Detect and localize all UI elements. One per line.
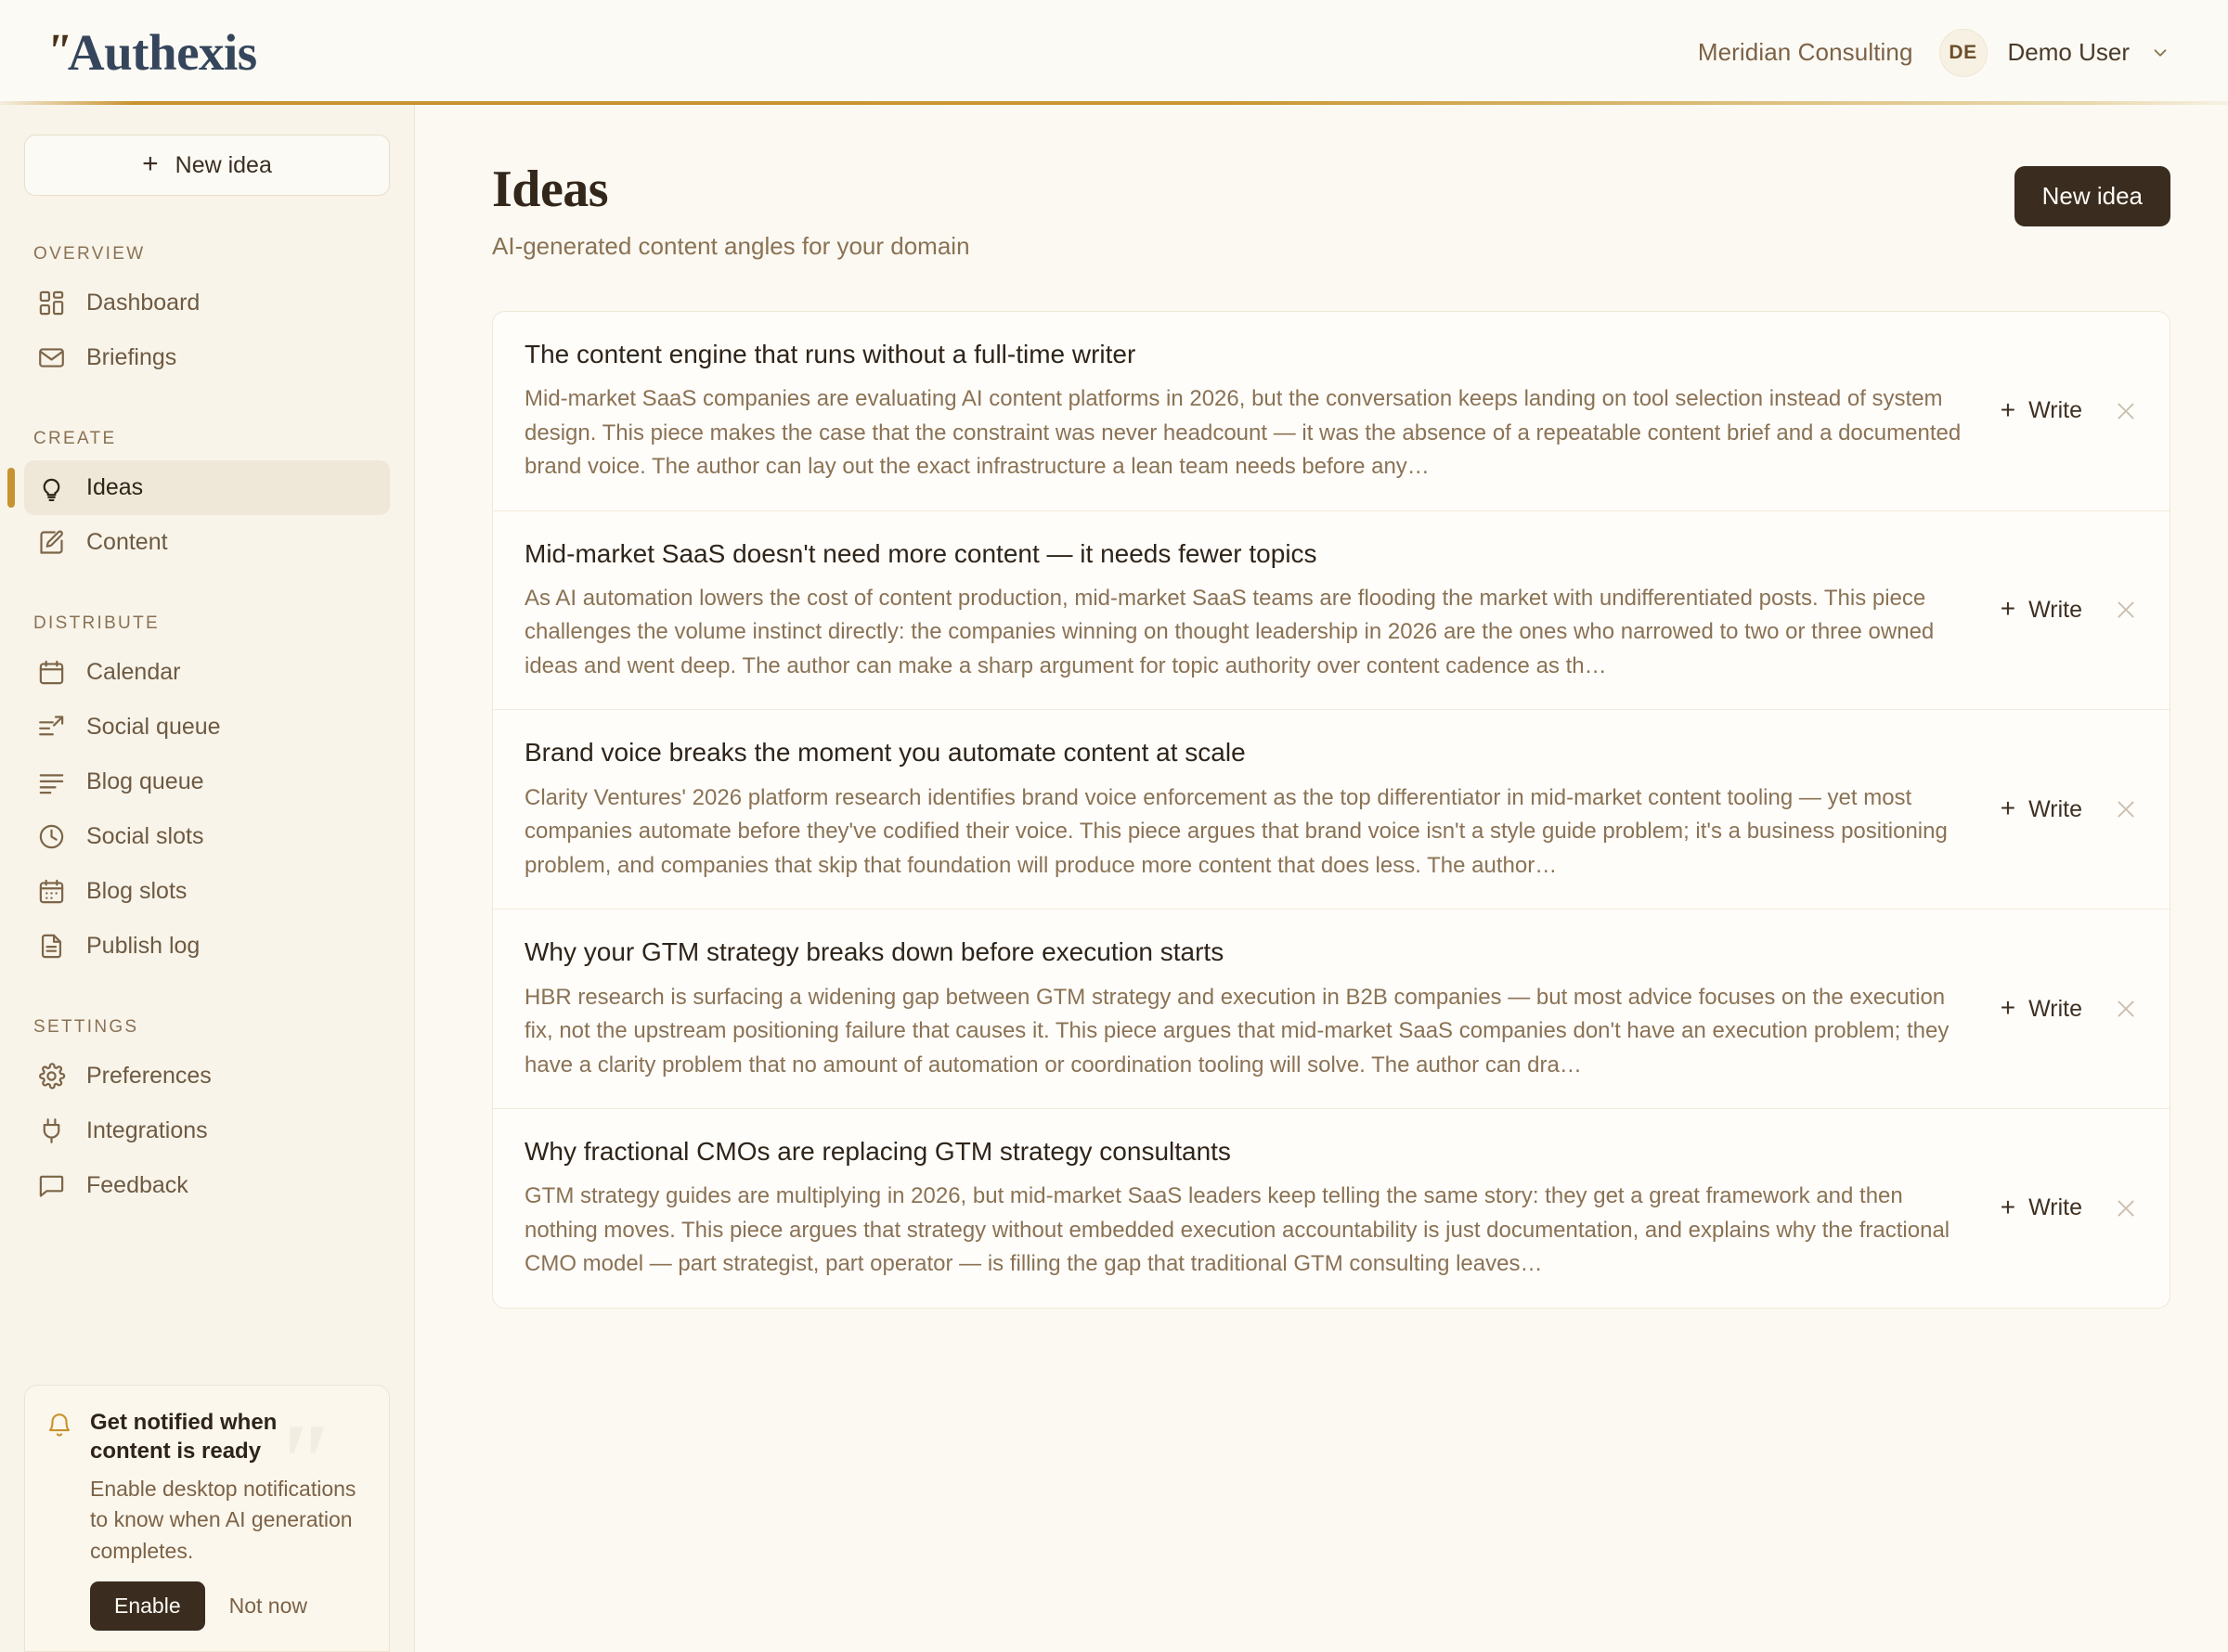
pencil-square-icon [37, 528, 66, 557]
nav-section-overview-label: OVERVIEW [33, 244, 146, 264]
notification-body: Enable desktop notifications to know when AI generation completes. [90, 1476, 356, 1563]
envelope-icon [37, 343, 66, 372]
idea-row[interactable] [493, 312, 2170, 511]
list-lines-icon [37, 768, 66, 796]
plus-icon: + [2000, 394, 2016, 424]
sidebar-item-label: Blog queue [86, 768, 204, 794]
logo-text: Authexis [67, 24, 257, 81]
page-title: Ideas [492, 161, 609, 218]
main-content [415, 105, 2228, 1652]
sidebar-item-feedback[interactable] [24, 1158, 390, 1213]
sidebar-item-preferences[interactable] [24, 1049, 390, 1103]
sidebar-item-social-queue[interactable] [24, 700, 390, 755]
app-header [0, 0, 2228, 105]
sidebar-item-label: Dashboard [86, 290, 201, 316]
app-logo[interactable] [45, 23, 257, 82]
write-button[interactable] [2001, 1194, 2082, 1221]
idea-description: Clarity Ventures' 2026 platform research identifies brand voice enforcement as the top differentiator in mid-market content tooling — yet most companies automate before they've codified their voice. This piece argues that brand voice isn't a style guide problem; it's a business positioning problem, and companies that skip that foundation will produce more content that does less. The author… [525, 784, 1948, 878]
chevron-down-icon [2150, 43, 2170, 63]
page-header [492, 162, 2170, 261]
sidebar-item-social-slots[interactable] [24, 809, 390, 864]
app-shell [0, 105, 2228, 1652]
close-icon[interactable] [2114, 797, 2138, 821]
sidebar-item-label: Preferences [86, 1063, 212, 1089]
idea-row[interactable] [493, 910, 2170, 1109]
sidebar-new-idea-button[interactable] [24, 135, 390, 196]
sidebar-item-content[interactable] [24, 515, 390, 570]
calendar-dots-icon [37, 877, 66, 906]
close-icon[interactable] [2114, 997, 2138, 1021]
clock-icon [37, 822, 66, 851]
sidebar-item-label: Calendar [86, 659, 181, 685]
idea-description: Mid-market SaaS companies are evaluating AI content platforms in 2026, but the conversation keeps landing on tool selection instead of system design. This piece makes the case that the constraint was never headcount — it was the absence of a repeatable content brief and a documented brand voice. The author can lay out the exact infrastructure a lean team needs before any… [525, 386, 1962, 480]
plug-icon [37, 1116, 66, 1145]
nav-section-distribute-label: DISTRIBUTE [33, 613, 160, 633]
plus-icon: + [2000, 993, 2016, 1023]
sidebar-item-integrations[interactable] [24, 1103, 390, 1158]
idea-row[interactable] [493, 710, 2170, 910]
idea-title: Mid-market SaaS doesn't need more content — it needs fewer topics [525, 538, 1317, 568]
sidebar-item-briefings[interactable] [24, 330, 390, 385]
page-heading-group [492, 162, 970, 261]
idea-description: As AI automation lowers the cost of content production, mid-market SaaS teams are flooding the market with undifferentiated posts. This piece challenges the volume instinct directly: the companies winning on thought leadership in 2026 are the ones who narrowed to two or three owned ideas and went deep. The author can make a sharp argument for topic authority over content cadence as th… [525, 585, 1935, 678]
avatar: DE [1939, 29, 1988, 77]
sidebar-item-ideas[interactable] [24, 460, 390, 515]
idea-title: Brand voice breaks the moment you automate content at scale [525, 738, 1246, 768]
write-button-label: Write [2028, 596, 2082, 623]
sidebar-new-idea-label: New idea [175, 151, 272, 178]
idea-row[interactable] [493, 1109, 2170, 1308]
sidebar-item-label: Content [86, 529, 168, 555]
plus-icon: + [2000, 594, 2016, 624]
gear-icon [37, 1062, 66, 1091]
sidebar-item-label: Feedback [86, 1172, 188, 1198]
page-subtitle: AI-generated content angles for your domain [492, 231, 970, 260]
write-button[interactable] [2000, 993, 2082, 1023]
notification-header [45, 1408, 365, 1466]
notification-title: Get notified when content is ready [90, 1409, 278, 1465]
logo-watermark-icon: " [269, 1400, 320, 1524]
idea-title: Why your GTM strategy breaks down before execution starts [525, 937, 1224, 967]
plus-icon: + [2000, 1192, 2016, 1221]
sidebar-item-calendar[interactable] [24, 645, 390, 700]
sidebar-item-label: Ideas [86, 474, 144, 500]
idea-actions [1986, 993, 2138, 1023]
idea-actions [1986, 594, 2138, 624]
idea-title: The content engine that runs without a full-time writer [525, 339, 1136, 368]
new-idea-button[interactable]: New idea [2014, 166, 2170, 226]
dismiss-notifications-button[interactable]: Not now [228, 1594, 307, 1618]
user-name: Demo User [2007, 38, 2130, 66]
sidebar-item-dashboard[interactable] [24, 276, 390, 330]
idea-content [525, 1135, 1967, 1282]
sidebar-item-label: Blog slots [86, 878, 188, 904]
idea-content [525, 936, 1967, 1082]
user-menu[interactable] [1939, 29, 2170, 77]
idea-actions [1986, 394, 2138, 424]
sidebar-item-publish-log[interactable] [24, 919, 390, 974]
ideas-list [492, 311, 2170, 1309]
sidebar-item-label: Integrations [86, 1117, 208, 1143]
close-icon[interactable] [2114, 399, 2138, 423]
idea-row[interactable] [493, 511, 2170, 711]
bell-icon [45, 1412, 73, 1439]
header-right-cluster [1698, 29, 2170, 77]
idea-actions [1986, 796, 2138, 823]
idea-content [525, 338, 1967, 484]
sidebar-item-label: Social queue [86, 714, 221, 740]
write-button-label: Write [2028, 397, 2082, 424]
idea-description: GTM strategy guides are multiplying in 2026, but mid-market SaaS leaders keep telling the same story: they get a great framework and then nothing moves. This piece argues that strategy without embedded execution accountability is just documentation, and explains why the fractional CMO model — part strategist, part operator — is filling the gap that traditional GTM consulting leaves… [525, 1183, 1950, 1277]
close-icon[interactable] [2114, 598, 2138, 622]
logo-quote-icon: " [45, 25, 67, 78]
notification-permission-card [24, 1385, 390, 1652]
chat-bubble-icon [37, 1171, 66, 1200]
idea-title: Why fractional CMOs are replacing GTM strategy consultants [525, 1136, 1231, 1166]
write-button-label: Write [2028, 1194, 2082, 1221]
sidebar-item-blog-queue[interactable] [24, 755, 390, 809]
document-text-icon [37, 932, 66, 961]
write-button-label: Write [2028, 795, 2082, 822]
idea-actions [1986, 1194, 2138, 1221]
nav-section-settings-label: SETTINGS [33, 1017, 139, 1037]
sidebar-item-label: Publish log [86, 933, 201, 959]
lightbulb-icon [37, 473, 66, 502]
plus-icon: + [142, 148, 159, 179]
write-button-label: Write [2028, 995, 2082, 1022]
sidebar-item-label: Briefings [86, 344, 177, 370]
idea-description: HBR research is surfacing a widening gap between GTM strategy and execution in B2B companies — but most advice focuses on the execution fix, not the upstream positioning failure that causes it. This piece argues that mid-market SaaS companies don't have an execution problem; they have a clarity problem that no amount of automation or coordination tooling will solve. The author can dra… [525, 984, 1950, 1078]
write-button[interactable] [2001, 796, 2082, 823]
sidebar [0, 105, 415, 1652]
write-button[interactable] [2000, 394, 2082, 424]
nav-section-create-label: CREATE [33, 429, 117, 448]
calendar-icon [37, 658, 66, 687]
notification-actions [90, 1581, 365, 1631]
organization-name: Meridian Consulting [1697, 38, 1913, 66]
idea-content [525, 736, 1967, 883]
enable-notifications-button[interactable]: Enable [90, 1581, 205, 1631]
idea-content [525, 537, 1967, 684]
share-arrow-icon [37, 713, 66, 742]
sidebar-item-blog-slots[interactable] [24, 864, 390, 919]
write-button[interactable] [2000, 594, 2082, 624]
close-icon[interactable] [2114, 1196, 2138, 1220]
sidebar-item-label: Social slots [86, 823, 204, 849]
grid-icon [37, 289, 66, 317]
plus-icon: + [2000, 794, 2016, 823]
